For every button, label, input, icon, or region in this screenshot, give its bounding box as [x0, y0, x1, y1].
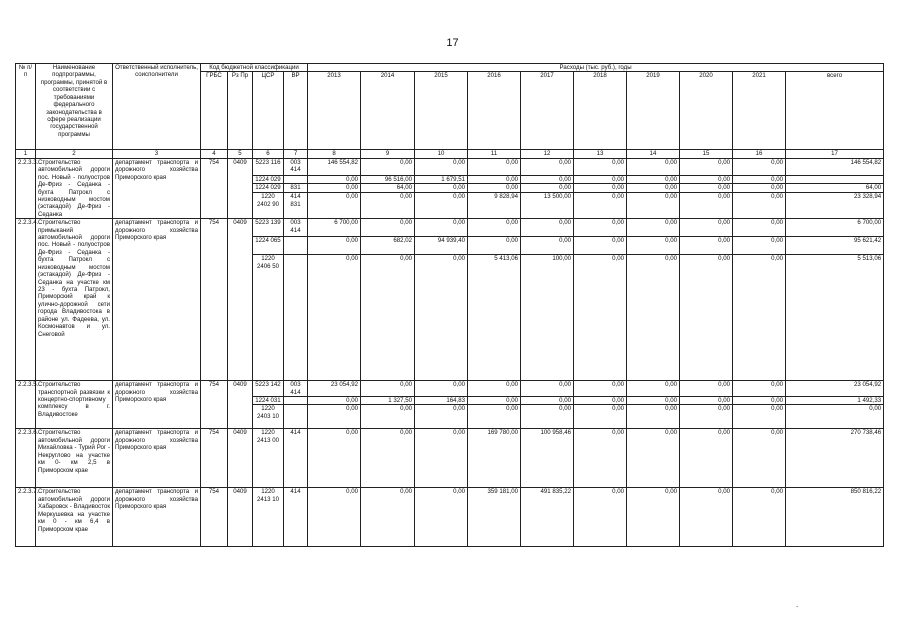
- column-number: 11: [468, 150, 521, 158]
- row-value: 0,00: [415, 381, 468, 397]
- row-vr: 414: [284, 488, 308, 547]
- row-rzpr: 0409: [228, 158, 253, 218]
- row-value: 0,00: [680, 488, 733, 547]
- row-value: 0,00: [627, 488, 680, 547]
- column-number: 5: [228, 150, 253, 158]
- column-number: 14: [627, 150, 680, 158]
- table-row: [16, 429, 884, 488]
- row-value: 0,00: [308, 175, 361, 184]
- row-value: 0,00: [415, 429, 468, 488]
- row-value: 0,00: [308, 488, 361, 547]
- row-value: 0,00: [361, 193, 415, 219]
- row-number: 2.2.3.5.: [16, 381, 36, 429]
- row-value: 0,00: [521, 184, 574, 193]
- row-value: 0,00: [521, 175, 574, 184]
- row-vr: 414: [284, 429, 308, 488]
- row-value: [786, 175, 884, 184]
- row-value: 0,00: [361, 219, 415, 237]
- row-value: 0,00: [733, 488, 786, 547]
- row-value: 0,00: [733, 184, 786, 193]
- row-value: 359 181,00: [468, 488, 521, 547]
- row-rzpr: 0409: [228, 429, 253, 488]
- row-value: 0,00: [627, 397, 680, 405]
- header-name: Наименование подпрограммы, программы, принятой в соответствии с требованиями федерального законодательства в сфере реализации государственной программы: [36, 64, 113, 150]
- row-value: 0,00: [680, 175, 733, 184]
- row-value: 0,00: [680, 193, 733, 219]
- row-value: 0,00: [574, 488, 627, 547]
- row-value: 0,00: [468, 219, 521, 237]
- row-value: 0,00: [361, 158, 415, 175]
- header-executor: Ответственный исполнитель, соисполнители: [113, 64, 201, 150]
- row-value: 270 738,46: [786, 429, 884, 488]
- row-value: 0,00: [680, 405, 733, 429]
- row-value: 0,00: [574, 175, 627, 184]
- row-value: 0,00: [627, 175, 680, 184]
- row-value: 0,00: [733, 237, 786, 255]
- row-name: Строительство автомобильной дороги Хабаровск - Владивосток Меркушевка на участке км 0 - км 6,4 в Приморском крае: [36, 488, 113, 547]
- row-value: 0,00: [468, 405, 521, 429]
- row-csr: 5223 142: [253, 381, 284, 397]
- row-value: 9 828,94: [468, 193, 521, 219]
- row-value: 0,00: [733, 255, 786, 381]
- header-grbs: ГРБС: [201, 72, 228, 150]
- row-value: 0,00: [627, 184, 680, 193]
- row-rzpr: 0409: [228, 381, 253, 429]
- page-number: 17: [446, 37, 459, 49]
- row-value: 0,00: [415, 219, 468, 237]
- row-value: 94 939,40: [415, 237, 468, 255]
- row-csr: 1220 2406 50: [253, 255, 284, 381]
- row-value: 0,00: [627, 255, 680, 381]
- row-value: 0,00: [680, 429, 733, 488]
- row-value: 850 816,22: [786, 488, 884, 547]
- row-value: 0,00: [733, 397, 786, 405]
- row-value: 64,00: [786, 184, 884, 193]
- row-value: 0,00: [415, 405, 468, 429]
- row-vr: [284, 237, 308, 255]
- row-value: 0,00: [574, 193, 627, 219]
- row-vr: 003 414: [284, 219, 308, 237]
- column-numbers-row: [16, 150, 884, 158]
- row-value: 0,00: [680, 237, 733, 255]
- row-value: 0,00: [574, 397, 627, 405]
- row-vr: 003 414: [284, 381, 308, 397]
- header-year: 2017: [521, 72, 574, 150]
- header-expenses: Расходы (тыс. руб.), годы: [308, 64, 884, 72]
- row-vr: 414 831: [284, 193, 308, 219]
- row-value: 0,00: [308, 405, 361, 429]
- row-csr: 1220 2403 10: [253, 405, 284, 429]
- column-number: 13: [574, 150, 627, 158]
- row-value: 0,00: [521, 158, 574, 175]
- row-grbs: 754: [201, 219, 228, 381]
- row-executor: департамент транспорта и дорожного хозяйства Приморского края: [113, 158, 201, 218]
- row-value: 0,00: [627, 405, 680, 429]
- row-value: 0,00: [361, 429, 415, 488]
- row-value: 0,00: [521, 381, 574, 397]
- row-rzpr: 0409: [228, 488, 253, 547]
- header-rzpr: Рз Пр: [228, 72, 253, 150]
- row-vr: [284, 175, 308, 184]
- row-value: 0,00: [415, 255, 468, 381]
- row-number: 2.2.3.7.: [16, 488, 36, 547]
- row-value: 0,00: [733, 175, 786, 184]
- header-year: 2018: [574, 72, 627, 150]
- header-year: 2021: [733, 72, 786, 150]
- row-csr: 5223 116: [253, 158, 284, 175]
- table-row: [16, 488, 884, 547]
- row-csr: 1220 2402 90: [253, 193, 284, 219]
- row-value: 0,00: [308, 237, 361, 255]
- expenses-table: [15, 63, 884, 547]
- row-value: 0,00: [308, 397, 361, 405]
- row-executor: департамент транспорта и дорожного хозяйства Приморского края: [113, 488, 201, 547]
- header-year: всего: [786, 72, 884, 150]
- row-value: 0,00: [521, 405, 574, 429]
- row-name: Строительство примыканий автомобильной дороги пос. Новый - полуостров Де-Фриз - Седанка - бухта Патрокл с низководным мостом (эстакадой) Де-Фриз - Седанка на участке км 23 - бухта Патрокл, Приморский край к улично-дорожной сети города Владивостока в районе ул. Фадеева, ул. Космонавтов и ул. Снеговой: [36, 219, 113, 381]
- row-value: 100 958,46: [521, 429, 574, 488]
- row-value: 0,00: [680, 219, 733, 237]
- table-row: [16, 158, 884, 175]
- column-number: 2: [36, 150, 113, 158]
- row-value: 0,00: [308, 184, 361, 193]
- row-value: 100,00: [521, 255, 574, 381]
- row-value: 1 492,33: [786, 397, 884, 405]
- row-value: 23 054,92: [308, 381, 361, 397]
- table-row: [16, 381, 884, 397]
- row-value: 0,00: [627, 381, 680, 397]
- row-csr: 5223 139: [253, 219, 284, 237]
- row-csr: 1224 031: [253, 397, 284, 405]
- row-value: 23 328,94: [786, 193, 884, 219]
- column-number: 15: [680, 150, 733, 158]
- column-number: 1: [16, 150, 36, 158]
- row-executor: департамент транспорта и дорожного хозяйства Приморского края: [113, 219, 201, 381]
- row-value: 5 513,06: [786, 255, 884, 381]
- table-row: [16, 219, 884, 237]
- row-value: 0,00: [627, 158, 680, 175]
- row-grbs: 754: [201, 488, 228, 547]
- row-value: 0,00: [680, 255, 733, 381]
- row-value: 1 327,50: [361, 397, 415, 405]
- row-value: 0,00: [733, 158, 786, 175]
- header-year: 2014: [361, 72, 415, 150]
- row-csr: 1224 065: [253, 237, 284, 255]
- row-csr: 1224 029: [253, 175, 284, 184]
- row-value: 0,00: [308, 255, 361, 381]
- row-value: 0,00: [308, 429, 361, 488]
- column-number: 10: [415, 150, 468, 158]
- row-value: 0,00: [680, 397, 733, 405]
- row-value: 0,00: [574, 158, 627, 175]
- row-vr: [284, 405, 308, 429]
- row-value: 96 516,00: [361, 175, 415, 184]
- header-year: 2019: [627, 72, 680, 150]
- row-value: 0,00: [361, 405, 415, 429]
- column-number: 7: [284, 150, 308, 158]
- column-number: 17: [786, 150, 884, 158]
- row-vr: 003 414: [284, 158, 308, 175]
- row-value: 0,00: [574, 381, 627, 397]
- row-executor: департамент транспорта и дорожного хозяйства Приморского края: [113, 381, 201, 429]
- row-value: 0,00: [574, 237, 627, 255]
- row-value: 0,00: [468, 397, 521, 405]
- column-number: 9: [361, 150, 415, 158]
- row-value: 0,00: [521, 219, 574, 237]
- column-number: 4: [201, 150, 228, 158]
- row-value: 164,83: [415, 397, 468, 405]
- row-value: 0,00: [680, 158, 733, 175]
- row-number: 2.2.3.4.: [16, 219, 36, 381]
- row-value: 6 700,00: [786, 219, 884, 237]
- row-number: 2.2.3.6.: [16, 429, 36, 488]
- row-value: 491 835,22: [521, 488, 574, 547]
- row-csr: 1224 029: [253, 184, 284, 193]
- row-value: 0,00: [308, 193, 361, 219]
- row-grbs: 754: [201, 429, 228, 488]
- footer-mark: .: [796, 600, 799, 609]
- row-value: 0,00: [521, 237, 574, 255]
- row-value: 682,02: [361, 237, 415, 255]
- row-value: 13 500,00: [521, 193, 574, 219]
- header-num: № п/п: [16, 64, 36, 150]
- row-value: 0,00: [574, 184, 627, 193]
- row-grbs: 754: [201, 381, 228, 429]
- row-value: 0,00: [521, 397, 574, 405]
- row-vr: 831: [284, 184, 308, 193]
- row-value: 0,00: [680, 184, 733, 193]
- header-year: 2015: [415, 72, 468, 150]
- row-value: 0,00: [627, 429, 680, 488]
- row-value: 0,00: [361, 381, 415, 397]
- row-value: 0,00: [415, 193, 468, 219]
- row-value: 146 554,82: [786, 158, 884, 175]
- header-year: 2020: [680, 72, 733, 150]
- row-value: 5 413,06: [468, 255, 521, 381]
- row-value: 0,00: [733, 193, 786, 219]
- row-value: 0,00: [627, 193, 680, 219]
- row-value: 0,00: [574, 255, 627, 381]
- row-value: 1 679,51: [415, 175, 468, 184]
- row-value: 95 621,42: [786, 237, 884, 255]
- header-year: 2016: [468, 72, 521, 150]
- header-vr: ВР: [284, 72, 308, 150]
- row-value: 0,00: [733, 381, 786, 397]
- row-number: 2.2.3.3.: [16, 158, 36, 218]
- row-name: Строительство транспортной развязки к концертно-спортивному комплексу в г. Владивостоке: [36, 381, 113, 429]
- row-value: 0,00: [415, 184, 468, 193]
- header-csr: ЦСР: [253, 72, 284, 150]
- row-value: 0,00: [733, 405, 786, 429]
- row-value: 0,00: [361, 255, 415, 381]
- column-number: 3: [113, 150, 201, 158]
- row-value: 23 054,92: [786, 381, 884, 397]
- row-value: 0,00: [733, 219, 786, 237]
- row-value: 0,00: [680, 381, 733, 397]
- row-value: 0,00: [574, 219, 627, 237]
- row-grbs: 754: [201, 158, 228, 218]
- header-row-1: [16, 64, 884, 72]
- header-budget-code: Код бюджетной классификации: [201, 64, 308, 72]
- row-value: 0,00: [627, 237, 680, 255]
- row-value: 0,00: [468, 381, 521, 397]
- row-value: 0,00: [468, 184, 521, 193]
- row-value: 6 700,00: [308, 219, 361, 237]
- row-value: 0,00: [574, 405, 627, 429]
- row-value: 146 554,82: [308, 158, 361, 175]
- row-csr: 1220 2413 10: [253, 488, 284, 547]
- row-value: 0,00: [468, 175, 521, 184]
- row-name: Строительство автомобильной дороги Михайловка - Турий Рог - Некруглово на участке км 0- км 2,5 в Приморском крае: [36, 429, 113, 488]
- row-vr: [284, 397, 308, 405]
- row-value: 169 780,00: [468, 429, 521, 488]
- column-number: 16: [733, 150, 786, 158]
- column-number: 12: [521, 150, 574, 158]
- row-value: 0,00: [415, 488, 468, 547]
- row-rzpr: 0409: [228, 219, 253, 381]
- row-csr: 1220 2413 00: [253, 429, 284, 488]
- row-value: 0,00: [468, 158, 521, 175]
- column-number: 6: [253, 150, 284, 158]
- row-value: 64,00: [361, 184, 415, 193]
- row-value: 0,00: [627, 219, 680, 237]
- column-number: 8: [308, 150, 361, 158]
- row-value: 0,00: [786, 405, 884, 429]
- row-vr: [284, 255, 308, 381]
- row-value: 0,00: [574, 429, 627, 488]
- row-value: 0,00: [733, 429, 786, 488]
- row-executor: департамент транспорта и дорожного хозяйства Приморского края: [113, 429, 201, 488]
- row-value: 0,00: [361, 488, 415, 547]
- row-name: Строительство автомобильной дороги пос. Новый - полуостров Де-Фриз - Седанка - бухта Патрокл с низководным мостом (эстакадой) Де-Фриз - Седанка: [36, 158, 113, 218]
- header-year: 2013: [308, 72, 361, 150]
- row-value: 0,00: [468, 237, 521, 255]
- row-value: 0,00: [415, 158, 468, 175]
